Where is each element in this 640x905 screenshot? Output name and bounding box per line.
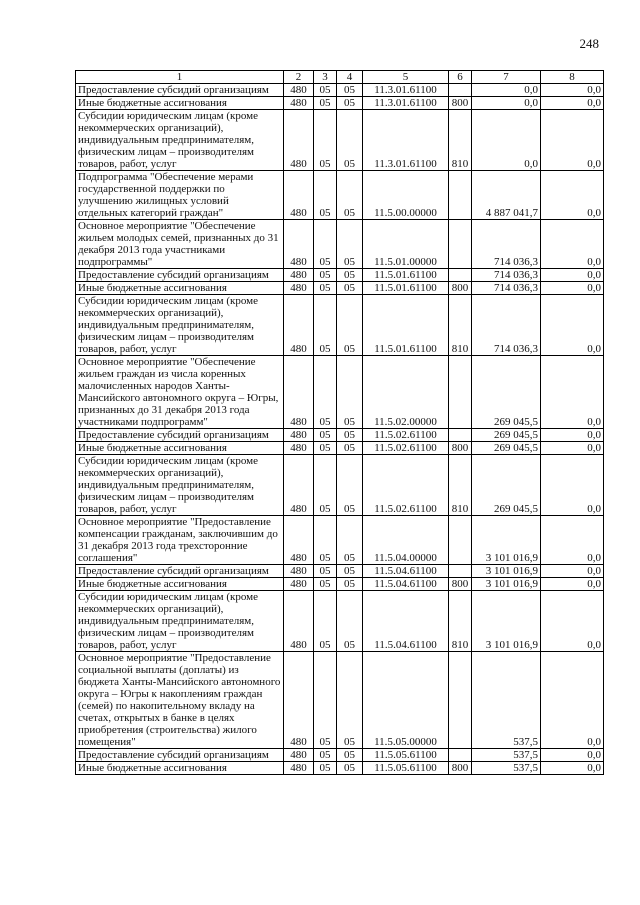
table-row: [76, 578, 604, 591]
cell-code-4: 05: [337, 171, 363, 220]
cell-target-article: 11.5.05.00000: [363, 652, 449, 749]
cell-code-2: 480: [284, 591, 314, 652]
cell-amount-7: 537,5: [472, 762, 541, 775]
table-row: [76, 749, 604, 762]
cell-name: Субсидии юридическим лицам (кроме некоммерческих организаций), индивидуальным предпринимателям, физическим лицам – производителям товаров, работ, услуг: [76, 110, 284, 171]
cell-code-2: 480: [284, 171, 314, 220]
cell-code-4: 05: [337, 516, 363, 565]
table-row: [76, 516, 604, 565]
table-row: [76, 269, 604, 282]
header-cell-8: 8: [541, 71, 604, 84]
table-row: [76, 220, 604, 269]
header-cell-4: 4: [337, 71, 363, 84]
cell-expense-type: 800: [449, 282, 472, 295]
cell-code-3: 05: [314, 282, 337, 295]
cell-expense-type: [449, 171, 472, 220]
cell-target-article: 11.5.01.61100: [363, 295, 449, 356]
cell-target-article: 11.5.04.61100: [363, 591, 449, 652]
table-row: [76, 282, 604, 295]
table-row: [76, 762, 604, 775]
cell-code-4: 05: [337, 442, 363, 455]
cell-name: Основное мероприятие "Предоставление социальной выплаты (доплаты) из бюджета Ханты-Мансийского автономного округа – Югры к накоплениям граждан (семей) по накопительному вкладу на счетах, открытых в банке в целях приобретения (строительства) жилого помещения": [76, 652, 284, 749]
cell-code-4: 05: [337, 762, 363, 775]
cell-amount-8: 0,0: [541, 455, 604, 516]
budget-table: [75, 70, 604, 775]
cell-code-3: 05: [314, 110, 337, 171]
cell-code-2: 480: [284, 516, 314, 565]
cell-code-2: 480: [284, 110, 314, 171]
cell-code-2: 480: [284, 282, 314, 295]
cell-target-article: 11.5.01.00000: [363, 220, 449, 269]
cell-code-2: 480: [284, 84, 314, 97]
table-header-row: [76, 71, 604, 84]
cell-code-2: 480: [284, 356, 314, 429]
cell-amount-8: 0,0: [541, 171, 604, 220]
cell-code-4: 05: [337, 97, 363, 110]
cell-expense-type: 810: [449, 591, 472, 652]
table-row: [76, 429, 604, 442]
cell-code-2: 480: [284, 565, 314, 578]
cell-amount-7: 0,0: [472, 84, 541, 97]
cell-code-2: 480: [284, 578, 314, 591]
cell-expense-type: [449, 749, 472, 762]
cell-amount-7: 269 045,5: [472, 442, 541, 455]
table-row: [76, 97, 604, 110]
cell-name: Субсидии юридическим лицам (кроме некоммерческих организаций), индивидуальным предпринимателям, физическим лицам – производителям товаров, работ, услуг: [76, 455, 284, 516]
cell-expense-type: 810: [449, 110, 472, 171]
cell-code-3: 05: [314, 455, 337, 516]
table-row: [76, 295, 604, 356]
cell-target-article: 11.5.02.61100: [363, 442, 449, 455]
cell-name: Предоставление субсидий организациям: [76, 269, 284, 282]
cell-target-article: 11.5.04.61100: [363, 578, 449, 591]
table-row: [76, 565, 604, 578]
cell-code-3: 05: [314, 220, 337, 269]
cell-amount-8: 0,0: [541, 97, 604, 110]
cell-amount-7: 3 101 016,9: [472, 565, 541, 578]
cell-code-3: 05: [314, 762, 337, 775]
cell-code-3: 05: [314, 591, 337, 652]
cell-amount-8: 0,0: [541, 220, 604, 269]
cell-code-2: 480: [284, 652, 314, 749]
cell-expense-type: [449, 652, 472, 749]
cell-code-4: 05: [337, 282, 363, 295]
cell-expense-type: [449, 565, 472, 578]
cell-expense-type: [449, 269, 472, 282]
cell-amount-8: 0,0: [541, 578, 604, 591]
cell-code-3: 05: [314, 97, 337, 110]
table-row: [76, 110, 604, 171]
cell-name: Основное мероприятие "Предоставление компенсации гражданам, заключившим до 31 декабря 2013 года трехсторонние соглашения": [76, 516, 284, 565]
cell-code-4: 05: [337, 269, 363, 282]
cell-target-article: 11.5.01.61100: [363, 282, 449, 295]
table-row: [76, 356, 604, 429]
cell-code-3: 05: [314, 295, 337, 356]
table-row: [76, 171, 604, 220]
cell-code-2: 480: [284, 429, 314, 442]
table-row: [76, 652, 604, 749]
cell-code-3: 05: [314, 356, 337, 429]
cell-expense-type: [449, 429, 472, 442]
cell-amount-8: 0,0: [541, 565, 604, 578]
cell-amount-7: 3 101 016,9: [472, 591, 541, 652]
cell-code-4: 05: [337, 749, 363, 762]
cell-code-2: 480: [284, 442, 314, 455]
cell-amount-8: 0,0: [541, 110, 604, 171]
cell-name: Субсидии юридическим лицам (кроме некоммерческих организаций), индивидуальным предпринимателям, физическим лицам – производителям товаров, работ, услуг: [76, 295, 284, 356]
cell-code-3: 05: [314, 171, 337, 220]
cell-expense-type: 800: [449, 97, 472, 110]
cell-target-article: 11.5.04.61100: [363, 565, 449, 578]
table-body: [76, 71, 604, 775]
cell-code-4: 05: [337, 652, 363, 749]
cell-target-article: 11.5.01.61100: [363, 269, 449, 282]
cell-name: Основное мероприятие "Обеспечение жильем граждан из числа коренных малочисленных народов Ханты-Мансийского автономного округа – Югры, признанных до 31 декабря 2013 года участниками подпрограмм": [76, 356, 284, 429]
cell-amount-7: 714 036,3: [472, 269, 541, 282]
cell-target-article: 11.5.02.61100: [363, 455, 449, 516]
cell-amount-8: 0,0: [541, 269, 604, 282]
header-cell-7: 7: [472, 71, 541, 84]
cell-name: Основное мероприятие "Обеспечение жильем молодых семей, признанных до 31 декабря 2013 года участниками подпрограммы": [76, 220, 284, 269]
table-row: [76, 442, 604, 455]
cell-target-article: 11.5.02.61100: [363, 429, 449, 442]
header-cell-6: 6: [449, 71, 472, 84]
cell-amount-8: 0,0: [541, 652, 604, 749]
header-cell-3: 3: [314, 71, 337, 84]
cell-code-4: 05: [337, 429, 363, 442]
cell-expense-type: 800: [449, 762, 472, 775]
cell-code-2: 480: [284, 295, 314, 356]
cell-amount-8: 0,0: [541, 295, 604, 356]
cell-name: Иные бюджетные ассигнования: [76, 578, 284, 591]
cell-code-4: 05: [337, 295, 363, 356]
cell-target-article: 11.5.02.00000: [363, 356, 449, 429]
cell-code-3: 05: [314, 565, 337, 578]
cell-name: Иные бюджетные ассигнования: [76, 97, 284, 110]
cell-code-3: 05: [314, 442, 337, 455]
cell-name: Предоставление субсидий организациям: [76, 565, 284, 578]
cell-name: Иные бюджетные ассигнования: [76, 282, 284, 295]
cell-amount-7: 3 101 016,9: [472, 516, 541, 565]
cell-code-3: 05: [314, 749, 337, 762]
header-cell-2: 2: [284, 71, 314, 84]
cell-amount-8: 0,0: [541, 749, 604, 762]
cell-amount-7: 0,0: [472, 110, 541, 171]
cell-code-2: 480: [284, 97, 314, 110]
cell-amount-7: 4 887 041,7: [472, 171, 541, 220]
cell-amount-7: 537,5: [472, 749, 541, 762]
header-cell-5: 5: [363, 71, 449, 84]
cell-name: Предоставление субсидий организациям: [76, 84, 284, 97]
cell-code-2: 480: [284, 220, 314, 269]
cell-amount-8: 0,0: [541, 84, 604, 97]
cell-name: Иные бюджетные ассигнования: [76, 762, 284, 775]
cell-amount-8: 0,0: [541, 762, 604, 775]
cell-code-4: 05: [337, 578, 363, 591]
cell-target-article: 11.3.01.61100: [363, 110, 449, 171]
cell-code-4: 05: [337, 591, 363, 652]
cell-name: Предоставление субсидий организациям: [76, 429, 284, 442]
cell-code-2: 480: [284, 762, 314, 775]
cell-name: Иные бюджетные ассигнования: [76, 442, 284, 455]
cell-code-4: 05: [337, 110, 363, 171]
cell-expense-type: 810: [449, 295, 472, 356]
header-cell-1: 1: [76, 71, 284, 84]
cell-code-2: 480: [284, 749, 314, 762]
cell-name: Субсидии юридическим лицам (кроме некоммерческих организаций), индивидуальным предпринимателям, физическим лицам – производителям товаров, работ, услуг: [76, 591, 284, 652]
cell-target-article: 11.5.05.61100: [363, 749, 449, 762]
cell-amount-7: 537,5: [472, 652, 541, 749]
cell-code-4: 05: [337, 356, 363, 429]
cell-code-4: 05: [337, 565, 363, 578]
cell-expense-type: 810: [449, 455, 472, 516]
page-number: 248: [579, 36, 599, 51]
table-row: [76, 455, 604, 516]
cell-expense-type: [449, 356, 472, 429]
cell-name: Подпрограмма "Обеспечение мерами государственной поддержки по улучшению жилищных условий отдельных категорий граждан": [76, 171, 284, 220]
cell-amount-7: 714 036,3: [472, 220, 541, 269]
cell-target-article: 11.5.05.61100: [363, 762, 449, 775]
cell-amount-7: 0,0: [472, 97, 541, 110]
cell-name: Предоставление субсидий организациям: [76, 749, 284, 762]
cell-target-article: 11.5.00.00000: [363, 171, 449, 220]
cell-amount-7: 269 045,5: [472, 356, 541, 429]
cell-amount-8: 0,0: [541, 282, 604, 295]
cell-expense-type: 800: [449, 442, 472, 455]
cell-code-3: 05: [314, 84, 337, 97]
cell-expense-type: [449, 220, 472, 269]
cell-amount-7: 269 045,5: [472, 429, 541, 442]
cell-target-article: 11.3.01.61100: [363, 97, 449, 110]
cell-code-4: 05: [337, 455, 363, 516]
cell-code-3: 05: [314, 429, 337, 442]
cell-code-3: 05: [314, 516, 337, 565]
cell-target-article: 11.3.01.61100: [363, 84, 449, 97]
cell-target-article: 11.5.04.00000: [363, 516, 449, 565]
cell-amount-7: 714 036,3: [472, 282, 541, 295]
cell-expense-type: 800: [449, 578, 472, 591]
cell-code-3: 05: [314, 269, 337, 282]
cell-amount-8: 0,0: [541, 442, 604, 455]
cell-amount-8: 0,0: [541, 356, 604, 429]
cell-code-3: 05: [314, 652, 337, 749]
cell-amount-8: 0,0: [541, 429, 604, 442]
cell-code-3: 05: [314, 578, 337, 591]
cell-code-4: 05: [337, 84, 363, 97]
cell-amount-7: 3 101 016,9: [472, 578, 541, 591]
cell-amount-8: 0,0: [541, 516, 604, 565]
cell-amount-7: 714 036,3: [472, 295, 541, 356]
cell-code-2: 480: [284, 269, 314, 282]
cell-expense-type: [449, 516, 472, 565]
table-row: [76, 84, 604, 97]
cell-amount-8: 0,0: [541, 591, 604, 652]
cell-amount-7: 269 045,5: [472, 455, 541, 516]
cell-code-2: 480: [284, 455, 314, 516]
table-row: [76, 591, 604, 652]
cell-expense-type: [449, 84, 472, 97]
cell-code-4: 05: [337, 220, 363, 269]
